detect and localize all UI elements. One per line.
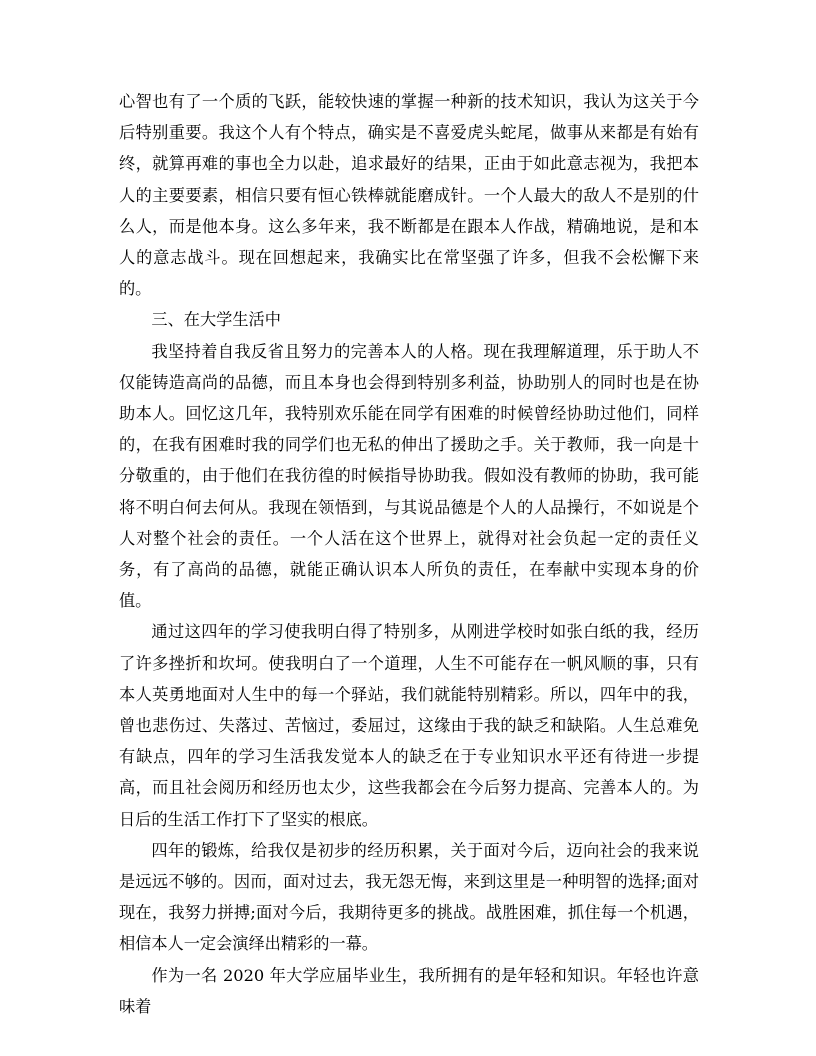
paragraph-continuation: 心智也有了一个质的飞跃，能较快速的掌握一种新的技术知识，我认为这关于今后特别重要。我这个人有个特点，确实是不喜爱虎头蛇尾，做事从来都是有始有终，就算再难的事也全力以赴，追求最好的结果，正由于如此意志视为，我把本人的主要要素，相信只要有恒心铁棒就能磨成针。一个人最大的敌人不是别的什么人，而是他本身。这么多年来，我不断都是在跟本人作战，精确地说，是和本人的意志战斗。现在回想起来，我确实比在常坚强了许多，但我不会松懈下来的。 [119,92,699,299]
document-body [119,86,699,1022]
paragraph-four-years-study: 通过这四年的学习使我明白得了特别多，从刚进学校时如张白纸的我，经历了许多挫折和坎坷。使我明白了一个道理，人生不可能存在一帆风顺的事，只有本人英勇地面对人生中的每一个驿站，我们就能特别精彩。所以，四年中的我，曾也悲伤过、失落过、苦恼过，委屈过，这缘由于我的缺乏和缺陷。人生总难免有缺点，四年的学习生活我发觉本人的缺乏在于专业知识水平还有待进一步提高，而且社会阅历和经历也太少，这些我都会在今后努力提高、完善本人的。为日后的生活工作打下了坚实的根底。 [119,622,699,829]
paragraph-training: 四年的锻炼，给我仅是初步的经历积累，关于面对今后，迈向社会的我来说是远远不够的。因而，面对过去，我无怨无悔，来到这里是一种明智的选择;面对现在，我努力拼搏;面对今后，我期待更多的挑战。战胜困难，抓住每一个机遇，相信本人一定会演绎出精彩的一幕。 [119,840,699,954]
paragraph-graduate: 作为一名 2020 年大学应届毕业生，我所拥有的是年轻和知识。年轻也许意味着 [119,965,699,1016]
section-heading: 三、在大学生活中 [151,310,281,330]
paragraph-personality: 我坚持着自我反省且努力的完善本人的人格。现在我理解道理，乐于助人不仅能铸造高尚的品德，而且本身也会得到特别多利益，协助别人的同时也是在协助本人。回忆这几年，我特别欢乐能在同学有困难的时候曾经协助过他们，同样的，在我有困难时我的同学们也无私的伸出了援助之手。关于教师，我一向是十分敬重的，由于他们在我彷徨的时候指导协助我。假如没有教师的协助，我可能将不明白何去何从。我现在领悟到，与其说品德是个人的人品操行，不如说是个人对整个社会的责任。一个人活在这个世界上，就得对社会负起一定的责任义务，有了高尚的品德，就能正确认识本人所负的责任，在奉献中实现本身的价值。 [119,341,699,611]
